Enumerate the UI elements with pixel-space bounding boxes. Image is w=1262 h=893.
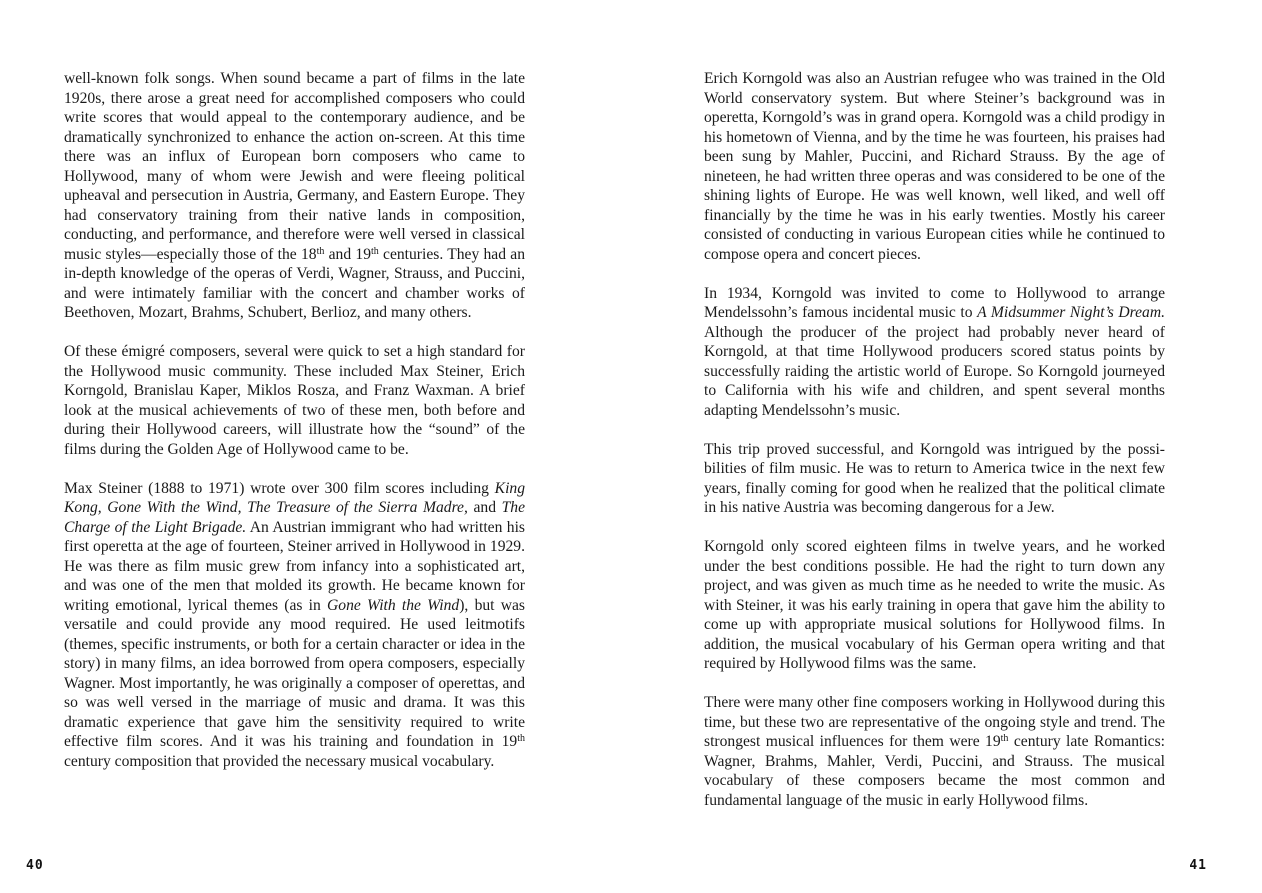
text-run: There were many other fine composers working in Hollywood during this time, but these two are representative of the ongoing style and trend. The strongest musical influences for them were 19 [704,694,1165,750]
italic-title: The Charge of the Light Brigade. [64,499,525,536]
italic-title: Gone With the Wind [327,596,460,614]
text-run: ), but was versatile and could provide any mood required. He used leitmotifs (themes, specific instruments, or both for a certain character or idea in the story) in many films, an idea borrowed from opera composers, especially Wagner. Most importantly, he was originally a composer of operettas, and so was well versed in the marriage of music and drama. It was this dramatic experience that gave him the sensitivity required to write effective film scores. And it was his training and foundation in 19 [64,596,525,750]
text-run: Although the producer of the project had probably never heard of Korngold, at that time Hollywood producers scored status points by successfully raiding the artistic world of Europe. So Korngold journeyed to California with his wife and children, and spent several months adapting Mendelssohn’s music. [704,323,1165,419]
left-paragraph-1 [64,69,525,323]
ordinal-suffix: th [1000,733,1009,744]
text-run: century composition that provided the necessary musical vocabulary. [64,752,495,770]
text-run: In 1934, Korngold was invited to come to Hollywood to arrange Mendelssohn’s famous incidental music to [704,284,1165,321]
left-text-column [64,69,525,771]
text-run: well-known folk songs. When sound became a part of films in the late 1920s, there arose a great need for accomplished composers who could write scores that would appeal to the contemporary audience, and be dramatically synchronized to enhance the action on-screen. At this time there was an influx of European born composers who came to Hollywood, many of whom were Jewish and were fleeing political upheaval and persecution in Austria, Germany, and Eastern Europe. They had conservatory training from their native lands in composition, conducting, and performance, and therefore were well versed in classical music styles—especially those of the 18 [64,70,525,263]
text-run: An Austrian immigrant who had written his first operetta at the age of fourteen, Steiner arrived in Hollywood in 1929. He was there as film music grew from infancy into a sophisticated art, and was one of the men that molded its growth. He became known for writing emotional, lyrical themes (as in [64,518,526,614]
text-run: Erich Korngold was also an Austrian refugee who was trained in the Old World conservatory system. But where Steiner’s background was in operetta, Korngold’s was in grand opera. Korngold was a child prodigy in his hometown of Vienna, and by the time he was fourteen, his praises had been sung by Mahler, Puccini, and Richard Strauss. By the age of nineteen, he had written three operas and was considered to be one of the shining lights of Europe. He was well known, well liked, and well off financially by the time he was in his early twenties. Mostly his career consisted of conducting in various European cities while he continued to compose opera and concert pieces. [704,70,1165,263]
right-text-column [704,69,1165,810]
ordinal-suffix: th [371,245,379,257]
text-run: Korngold only scored eighteen films in twelve years, and he worked under the best conditions possible. He had the right to turn down any project, and was given as much time as he needed to write the music. As with Steiner, it was his early training in opera that gave him the ability to come up with appropriate musical solutions for Hollywood films. In addition, the musical vocabulary of his German opera writing and that required by Hollywood films was the same. [704,538,1165,672]
text-run: century late Romantics: Wagner, Brahms, Mahler, Verdi, Puccini, and Strauss. The musical vocabulary of these composers became the most common and fundamental language of the music in early Hollywood films. [704,733,1165,809]
text-run: This trip proved successful, and Korngold was intrigued by the possibilities of film music. He was to return to America twice in the next few years, finally coming for good when he realized that the political climate in his native Austria was becoming dangerous for a Jew. [704,440,1165,516]
text-run: and 19 [324,245,371,263]
left-paragraph-2 [64,342,525,459]
text-run: Max Steiner (1888 to 1971) wrote over 300 film scores including [64,479,495,497]
page-number-right: 41 [1189,858,1207,873]
italic-title: King Kong, Gone With the Wind, The Treasure of the Sierra Madre, [64,479,525,516]
right-page [631,0,1262,893]
right-paragraph-5 [704,693,1165,810]
right-paragraph-4 [704,537,1165,674]
right-paragraph-3 [704,440,1165,518]
right-paragraph-1 [704,69,1165,264]
text-run: Of these émigré composers, several were quick to set a high standard for the Hollywood music community. These included Max Steiner, Erich Korngold, Branislau Kaper, Miklos Rosza, and Franz Waxman. A brief look at the musical achievements of two of these men, both before and during their Hollywood careers, will illustrate how the “sound” of the films during the Golden Age of Hollywood came to be. [64,343,525,458]
ordinal-suffix: th [316,245,325,257]
page-number-left: 40 [26,858,44,873]
italic-title: A Midsummer Night’s Dream. [977,304,1165,321]
ordinal-suffix: th [517,733,525,744]
text-run: and [467,499,502,516]
right-paragraph-2 [704,284,1165,421]
text-run: centuries. They had an in-depth knowledge of the operas of Verdi, Wagner, Strauss, and Puccini, and were intimately familiar with the concert and chamber works of Beethoven, Mozart, Brahms, Schubert, Berlioz, and many others. [64,245,526,321]
left-paragraph-3 [64,479,525,772]
